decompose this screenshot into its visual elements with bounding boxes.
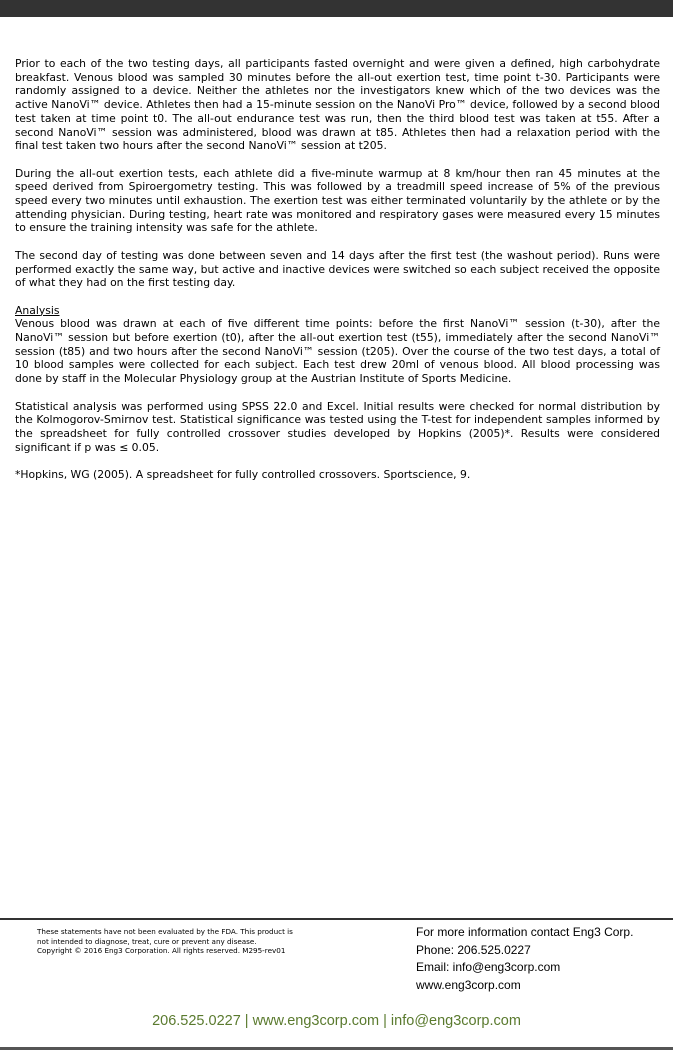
- footnote: *Hopkins, WG (2005). A spreadsheet for fully controlled crossovers. Sportscience, 9.: [15, 468, 471, 482]
- disclaimer-line: not intended to diagnose, treat, cure or prevent any disease.: [37, 936, 257, 946]
- analysis-heading: Analysis: [15, 303, 60, 317]
- footer-contact-line: 206.525.0227 | www.eng3corp.com | info@eng3corp.com: [152, 1013, 521, 1029]
- contact-phone: Phone: 206.525.0227: [416, 942, 531, 957]
- fda-disclaimer: [37, 927, 337, 956]
- contact-block: [416, 924, 666, 994]
- contact-heading: For more information contact Eng3 Corp.: [416, 925, 634, 939]
- contact-email[interactable]: Email: info@eng3corp.com: [416, 960, 561, 974]
- document-body: [15, 57, 660, 495]
- paragraph-testing-days: Prior to each of the two testing days, all participants fasted overnight and were given a defined, high carbohydrate breakfast. Venous blood was sampled 30 minutes before the all-out exertion test, time point t-30. Participants were randomly assigned to a device. Neither the athletes nor the investigators knew which of the two devices was the active NanoVi™ device. Athletes then had a 15-minute session on the NanoVi Pro™ device, followed by a second blood test taken at time point t0. The all-out endurance test was run, then the third blood test was taken at t55. After a second NanoVi™ session was administered, blood was drawn at t85. Athletes then had a relaxation period with the final test taken two hours after the second NanoVi™ session at t205.: [15, 57, 660, 153]
- paragraph-statistics: Statistical analysis was performed using SPSS 22.0 and Excel. Initial results were checked for normal distribution by the Kolmogorov-Smirnov test. Statistical significance was tested using the T-test for independent samples informed by the spreadsheet for fully controlled crossover studies developed by Hopkins (2005)*. Results were considered significant if p was ≤ 0.05.: [15, 399, 660, 454]
- analysis-section: [15, 304, 660, 386]
- paragraph-second-day: The second day of testing was done between seven and 14 days after the first test (the washout period). Runs were performed exactly the same way, but active and inactive devices were switched so each subject received the opposite of what they had on the first testing day.: [15, 248, 660, 290]
- header-bar: [0, 0, 673, 17]
- contact-website[interactable]: www.eng3corp.com: [416, 977, 521, 992]
- disclaimer-line: These statements have not been evaluated by the FDA. This product is: [37, 927, 293, 936]
- paragraph-exertion-tests: During the all-out exertion tests, each athlete did a five-minute warmup at 8 km/hour then ran 45 minutes at the speed derived from Spiroergometry testing. This was followed by a treadmill speed increase of 5% of the previous speed every two minutes until exhaustion. The exertion test was either terminated voluntarily by the athlete or by the attending physician. During testing, heart rate was monitored and respiratory gases were measured every 15 minutes to ensure the training intensity was safe for the athlete.: [15, 166, 660, 235]
- paragraph-blood-draws: Venous blood was drawn at each of five different time points: before the first NanoVi™ session (t-30), after the NanoVi™ session but before exertion (t0), after the all-out exertion test (t55), immediately after the second NanoVi™ session (t85) and two hours after the second NanoVi™ session (t205). Over the course of the two test days, a total of 10 blood samples were collected for each subject. Each test drew 20ml of venous blood. All blood processing was done by staff in the Molecular Physiology group at the Austrian Institute of Sports Medicine.: [15, 317, 660, 386]
- copyright-line: Copyright © 2016 Eng3 Corporation. All rights reserved. M295-rev01: [37, 946, 286, 955]
- footer-divider: [0, 918, 673, 920]
